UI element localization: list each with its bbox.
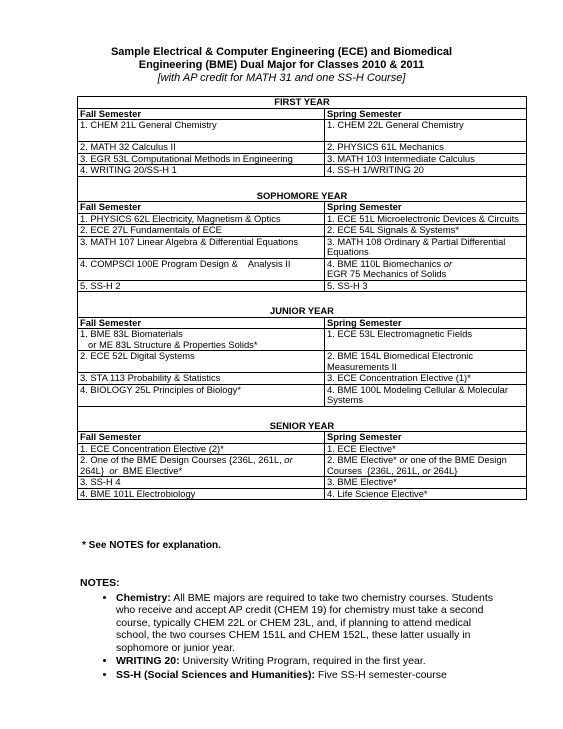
fall-course: 4. BME 101L Electrobiology: [78, 488, 325, 500]
fall-semester-header: Fall Semester: [78, 202, 325, 214]
or-text: or: [284, 454, 293, 465]
note-text: Five SS-H semester-course: [314, 668, 447, 681]
note-text: All BME majors are required to take two chemistry courses. Students who receive and accept AP credit (CHEM 19) for chemistry must take a second course, typically CHEM 22L or CHEM 23L, and, if planning to attend medical school, the two courses CHEM 151L and CHEM 152L, these latter usually in sophomore or junior year.: [116, 591, 493, 654]
or-text: or: [443, 257, 453, 269]
table-row: [78, 213, 527, 225]
table-row: [78, 120, 527, 142]
table-row: [78, 488, 527, 500]
course-text: 264L}: [430, 464, 458, 476]
spring-semester-header: Spring Semester: [325, 108, 527, 120]
spring-course: 1. ECE 51L Microelectronic Devices & Circuits: [325, 213, 527, 225]
spring-course: 3. ECE Concentration Elective (1)*: [325, 373, 527, 385]
note-text: University Writing Program, required in the first year.: [179, 655, 426, 667]
fall-course: 1. CHEM 21L General Chemistry: [78, 120, 325, 142]
spring-course: [325, 455, 527, 477]
note-term: SS-H (Social Sciences and Humanities):: [116, 668, 315, 681]
fall-semester-header: Fall Semester: [78, 108, 325, 120]
list-item: [116, 669, 500, 682]
table-row: [78, 142, 527, 154]
course-text: 2. BME Elective*: [327, 454, 400, 465]
table-row: [78, 329, 527, 351]
table-row: [78, 443, 527, 455]
course-plan-table: [77, 96, 527, 500]
year-header-row: [78, 176, 527, 202]
spring-course: 2. PHYSICS 61L Mechanics: [325, 142, 527, 154]
spring-course: 1. CHEM 22L General Chemistry: [325, 120, 527, 142]
fall-course: 4. WRITING 20/SS-H 1: [78, 165, 325, 177]
year-title: SOPHOMORE YEAR: [78, 176, 527, 202]
spring-course: 1. ECE Elective*: [325, 443, 527, 455]
course-text: 1. BME 83L Biomaterials: [80, 328, 183, 339]
semester-header-row: [78, 432, 527, 444]
fall-course: 3. EGR 53L Computational Methods in Engineering: [78, 153, 325, 165]
course-text: BME Elective*: [117, 464, 183, 476]
list-item: [116, 655, 500, 668]
year-title: FIRST YEAR: [78, 97, 527, 109]
fall-course: 4. COMPSCI 100E Program Design & Analysis II: [78, 258, 325, 280]
spring-course: 3. BME Elective*: [325, 477, 527, 489]
spring-course: 2. ECE 54L Signals & Systems*: [325, 225, 527, 237]
spring-course: 1. ECE 53L Electromagnetic Fields: [325, 329, 527, 351]
table-row: [78, 236, 527, 258]
notes-reference: * See NOTES for explanation.: [82, 540, 221, 551]
title-line-2: Engineering (BME) Dual Major for Classes 2010 & 2011: [138, 59, 425, 71]
title-line-1: Sample Electrical & Computer Engineering (ECE) and Biomedical: [110, 46, 453, 58]
table-row: [78, 280, 527, 292]
year-header-row: [78, 292, 527, 318]
course-text: or ME 83L Structure & Properties Solids*: [88, 338, 258, 350]
table-row: [78, 384, 527, 406]
fall-course: [78, 329, 325, 351]
fall-course: 3. SS-H 4: [78, 477, 325, 489]
note-term: Chemistry:: [116, 591, 171, 604]
fall-course: 3. MATH 107 Linear Algebra & Differential Equations: [78, 236, 325, 258]
spring-semester-header: Spring Semester: [325, 317, 527, 329]
table-row: [78, 225, 527, 237]
spring-course: 4. SS-H 1/WRITING 20: [325, 165, 527, 177]
spring-course: 4. BME 100L Modeling Cellular & Molecular Systems: [325, 384, 527, 406]
semester-header-row: [78, 317, 527, 329]
year-title: JUNIOR YEAR: [78, 292, 527, 318]
or-text: or: [422, 464, 431, 476]
title-line-3: [with AP credit for MATH 31 and one SS-H Course]: [157, 72, 406, 84]
fall-course: 1. PHYSICS 62L Electricity, Magnetism & Optics: [78, 213, 325, 225]
year-header-row: [78, 406, 527, 432]
spring-course: 2. BME 154L Biomedical Electronic Measurements II: [325, 351, 527, 373]
fall-course: 5. SS-H 2: [78, 280, 325, 292]
list-item: [116, 592, 500, 655]
fall-semester-header: Fall Semester: [78, 432, 325, 444]
fall-course: 2. ECE 27L Fundamentals of ECE: [78, 225, 325, 237]
spring-course: 5. SS-H 3: [325, 280, 527, 292]
table-row: [78, 351, 527, 373]
course-text: 264L}: [80, 464, 110, 476]
notes-title: NOTES:: [80, 577, 120, 589]
spring-course: 4. Life Science Elective*: [325, 488, 527, 500]
or-text: or: [109, 464, 118, 476]
fall-course: 4. BIOLOGY 25L Principles of Biology*: [78, 384, 325, 406]
note-term: WRITING 20:: [116, 655, 180, 667]
semester-header-row: [78, 108, 527, 120]
course-text: 4. BME 110L Biomechanics: [327, 257, 444, 269]
table-row: [78, 373, 527, 385]
year-header-row: [78, 97, 527, 109]
fall-semester-header: Fall Semester: [78, 317, 325, 329]
fall-course: 3. STA 113 Probability & Statistics: [78, 373, 325, 385]
semester-header-row: [78, 202, 527, 214]
year-title: SENIOR YEAR: [78, 406, 527, 432]
table-row: [78, 153, 527, 165]
document-title: [40, 46, 523, 85]
fall-course: 2. ECE 52L Digital Systems: [78, 351, 325, 373]
spring-semester-header: Spring Semester: [325, 202, 527, 214]
notes-section: [80, 577, 500, 682]
course-text: one of the BME Design Courses {236L, 261L,: [327, 454, 510, 476]
notes-list: [80, 592, 500, 682]
fall-course: 2. MATH 32 Calculus II: [78, 142, 325, 154]
spring-semester-header: Spring Semester: [325, 432, 527, 444]
table-row: [78, 455, 527, 477]
course-text: EGR 75 Mechanics of Solids: [327, 268, 447, 279]
table-row: [78, 165, 527, 177]
spring-course: 3. MATH 108 Ordinary & Partial Differential Equations: [325, 236, 527, 258]
table-row: [78, 477, 527, 489]
spring-course: [325, 258, 527, 280]
fall-course: 1. ECE Concentration Elective (2)*: [78, 443, 325, 455]
spring-course: 3. MATH 103 Intermediate Calculus: [325, 153, 527, 165]
course-text: 2. One of the BME Design Courses {236L, 261L,: [80, 454, 285, 465]
or-text: or: [399, 454, 408, 465]
table-row: [78, 258, 527, 280]
fall-course: [78, 455, 325, 477]
